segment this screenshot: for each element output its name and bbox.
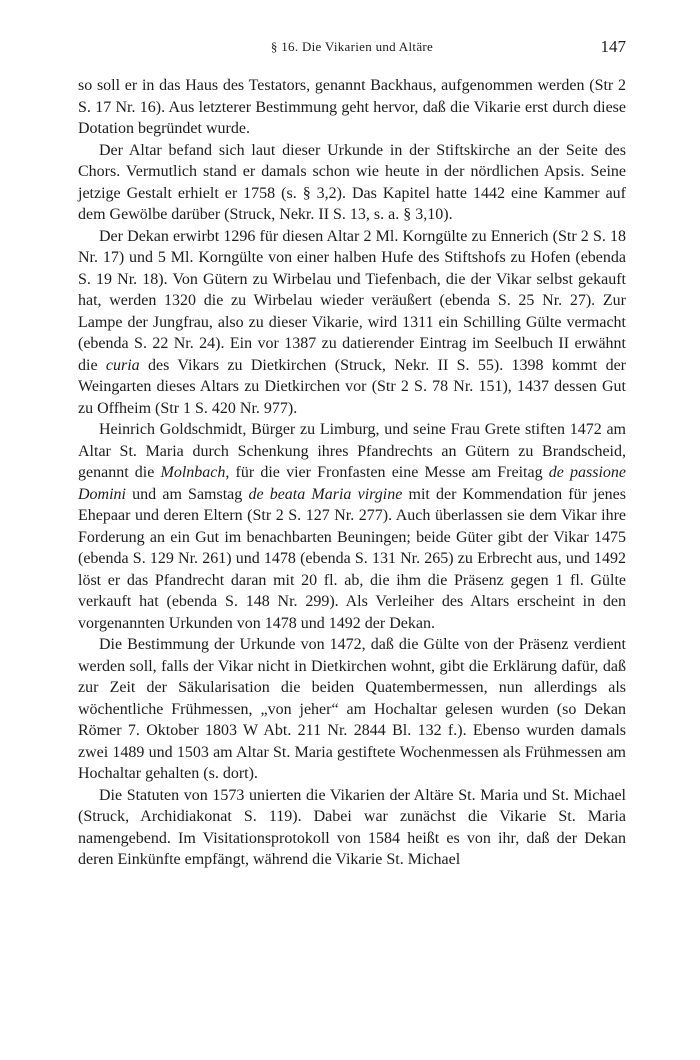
italic-term: de beata Maria virgine	[248, 485, 403, 503]
page-header	[78, 37, 626, 59]
italic-term: curia	[105, 356, 140, 374]
text-run: mit der Kommendation für jenes Ehepaar und deren Eltern (Str 2 S. 127 Nr. 277). Auch überlassen sie dem Vikar ihre Forderung an ein Gut im benachbarten Beuningen; beide Güter gibt der Vikar 1475 (ebenda S. 129 Nr. 261) und 1478 (ebenda S. 131 Nr. 265) zu Erbrecht aus, und 1492 löst er das Pfandrecht daran mit 20 fl. ab, die ihm die Präsenz gegen 1 fl. Gülte verkauft hat (ebenda S. 148 Nr. 299). Als Verleiher des Altars erscheint in den vorgenannten Urkunden von 1478 und 1492 der Dekan.	[78, 485, 627, 632]
text-run: Der Dekan erwirbt 1296 für diesen Altar 2 Ml. Korngülte zu Ennerich (Str 2 S. 18 Nr. 17) und 5 Ml. Korngülte von einer halben Hufe des Stiftshofs zu Hofen (ebenda S. 19 Nr. 18). Von Gütern zu Wirbelau und Tiefenbach, die der Vikar selbst gekauft hat, werden 1320 die zu Wirbelau wieder veräußert (ebenda S. 25 Nr. 27). Zur Lampe der Jungfrau, also zu dieser Vikarie, wird 1311 ein Schilling Gülte vermacht (ebenda S. 22 Nr. 24). Ein vor 1387 zu datierender Eintrag im Seelbuch II erwähnt die	[78, 227, 626, 374]
paragraph	[78, 785, 626, 871]
italic-term: Molnbach	[160, 464, 226, 481]
paragraph	[78, 140, 626, 226]
text-run: Heinrich Goldschmidt, Bürger zu Limburg, und seine Frau Grete stiften 1472 am Altar St. Maria durch Schenkung ihres Pfandrechts an Gütern zu Brandscheid, genannt die	[78, 421, 626, 481]
text-run: und am Samstag	[126, 485, 249, 503]
paragraph	[78, 419, 626, 634]
text-run: so soll er in das Haus des Testators, genannt Backhaus, aufgenommen werden (Str 2 S. 17 Nr. 16). Aus letzterer Bestimmung geht hervor, daß die Vikarie erst durch diese Dotation begründet wurde.	[78, 77, 626, 137]
text-run: Die Bestimmung der Urkunde von 1472, daß die Gülte von der Präsenz verdient werden soll, falls der Vikar nicht in Dietkirchen wohnt, gibt die Erklärung dafür, daß zur Zeit der Säkularisation die beiden Quatembermessen, nun allerdings als wöchentliche Frühmessen, „von jeher“ am Hochaltar gelesen wurden (so Dekan Römer 7. Oktober 1803 W Abt. 211 Nr. 2844 Bl. 132 f.). Ebenso wurden damals zwei 1489 und 1503 am Altar St. Maria gestiftete Wochenmessen als Frühmessen am Hochaltar gehalten (s. dort).	[78, 636, 626, 782]
page-number: 147	[600, 37, 626, 56]
paragraph	[78, 75, 626, 140]
body-text	[78, 75, 626, 871]
italic-term: de passione Domini	[78, 464, 626, 503]
paragraph	[78, 226, 626, 420]
paragraph	[78, 634, 626, 785]
running-head: § 16. Die Vikarien und Altäre	[270, 39, 434, 54]
text-run: Die Statuten von 1573 unierten die Vikarien der Altäre St. Maria und St. Michael (Struck, Archidiakonat S. 119). Dabei war zunächst die Vikarie St. Maria namengebend. Im Visitationsprotokoll von 1584 heißt es von ihr, daß der Dekan deren Einkünfte empfängt, während die Vikarie St. Michael	[78, 786, 626, 868]
text-run: , für die vier Fronfasten eine Messe am Freitag	[225, 464, 549, 481]
text-run: des Vikars zu Dietkirchen (Struck, Nekr. II S. 55). 1398 kommt der Weingarten dieses Altars zu Dietkirchen vor (Str 2 S. 78 Nr. 151), 1437 dessen Gut zu Offheim (Str 1 S. 420 Nr. 977).	[78, 356, 626, 417]
text-run: Der Altar befand sich laut dieser Urkunde in der Stiftskirche an der Seite des Chors. Vermutlich stand er damals schon wie heute in der nördlichen Apsis. Seine jetzige Gestalt erhielt er 1758 (s. § 3,2). Das Kapitel hatte 1442 eine Kammer auf dem Gewölbe darüber (Struck, Nekr. II S. 13, s. a. § 3,10).	[78, 141, 626, 223]
